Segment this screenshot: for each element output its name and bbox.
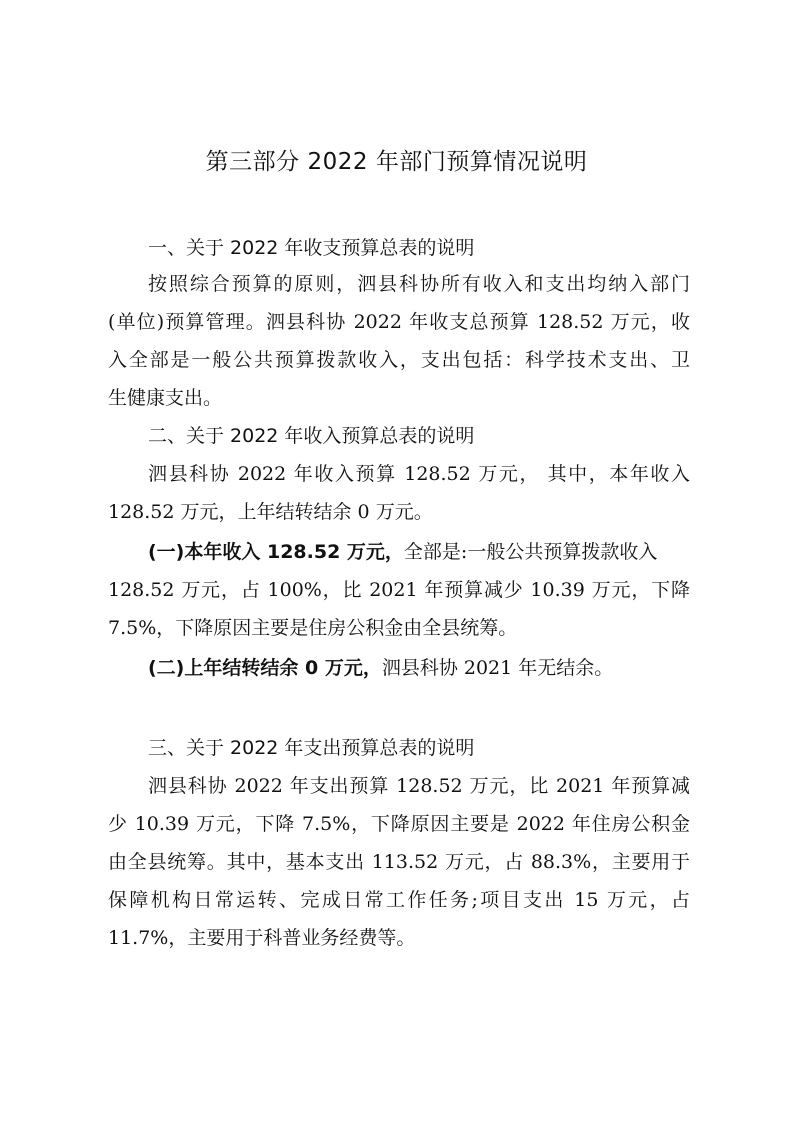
- subitem-2: [148, 651, 690, 685]
- page-title: 第三部分 2022 年部门预算情况说明: [205, 149, 588, 175]
- paragraph-line: 由全县统筹。其中，基本支出 113.52 万元，占 88.3%，主要用于: [108, 851, 690, 873]
- paragraph-line: 保障机构日常运转、完成日常工作任务;项目支出 15 万元，占: [108, 889, 690, 911]
- section-heading-2: 二、关于 2022 年收入预算总表的说明: [148, 425, 475, 447]
- paragraph-line: 少 10.39 万元，下降 7.5%，下降原因主要是 2022 年住房公积金: [108, 813, 690, 835]
- paragraph-line: 7.5%，下降原因主要是住房公积金由全县统筹。: [108, 617, 518, 639]
- paragraph-line: 128.52 万元，占 100%，比 2021 年预算减少 10.39 万元，下降: [108, 579, 690, 601]
- paragraph-line: 按照综合预算的原则，泗县科协所有收入和支出均纳入部门: [148, 273, 690, 295]
- subitem-1-text: 全部是:一般公共预算拨款收入: [403, 541, 658, 563]
- section-heading-3: 三、关于 2022 年支出预算总表的说明: [148, 737, 475, 759]
- subitem-1-lead: (一)本年收入 128.52 万元，: [148, 541, 404, 563]
- subitem-2-text: 泗县科协 2021 年无结余。: [381, 657, 614, 679]
- paragraph-line: 生健康支出。: [108, 387, 223, 409]
- paragraph-line: 入全部是一般公共预算拨款收入，支出包括：科学技术支出、卫: [108, 349, 690, 371]
- paragraph-line: (单位)预算管理。泗县科协 2022 年收支总预算 128.52 万元，收: [108, 311, 690, 333]
- paragraph-line: 128.52 万元，上年结转结余 0 万元。: [108, 501, 433, 523]
- paragraph-line: 11.7%，主要用于科普业务经费等。: [108, 927, 416, 949]
- subitem-1: [148, 535, 690, 569]
- subitem-2-lead: (二)上年结转结余 0 万元，: [148, 657, 382, 679]
- paragraph-line: 泗县科协 2022 年收入预算 128.52 万元， 其中，本年收入: [148, 463, 690, 485]
- paragraph-line: 泗县科协 2022 年支出预算 128.52 万元，比 2021 年预算减: [148, 775, 690, 797]
- section-heading-1: 一、关于 2022 年收支预算总表的说明: [148, 237, 475, 259]
